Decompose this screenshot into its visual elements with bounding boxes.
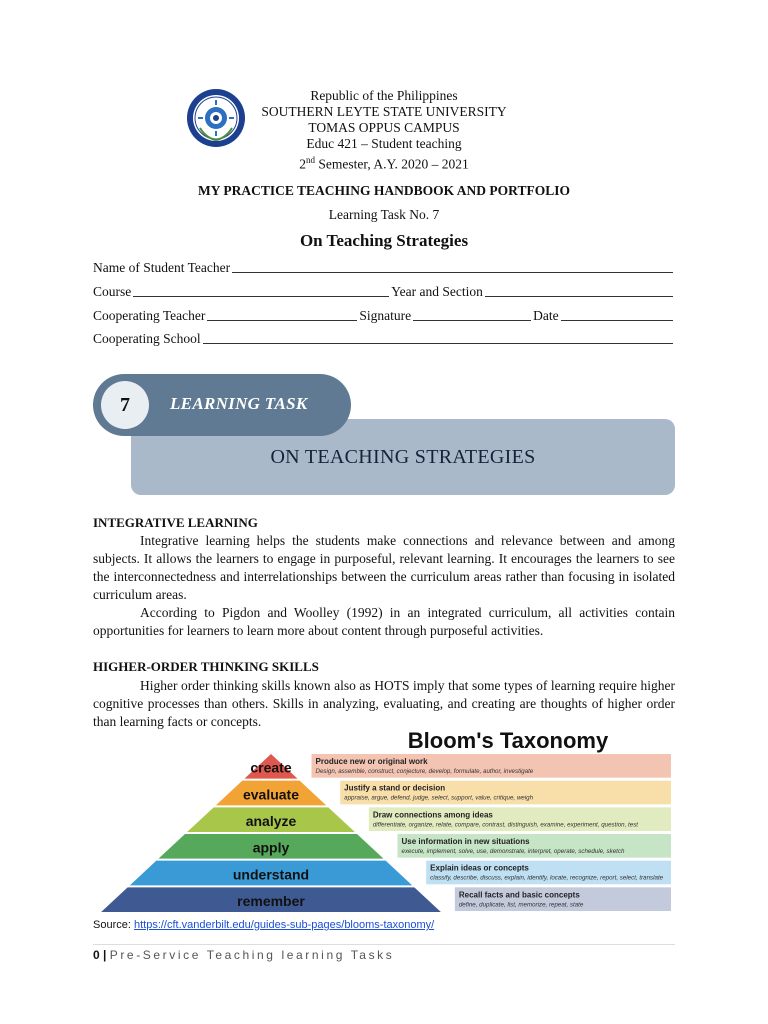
banner-subtitle: ON TEACHING STRATEGIES <box>270 446 536 468</box>
bloom-title: Bloom's Taxonomy <box>407 728 609 753</box>
integrative-heading: INTEGRATIVE LEARNING <box>93 515 258 530</box>
cooperating-school-field: Cooperating School <box>93 331 675 347</box>
course-line: Educ 421 – Student teaching <box>306 136 462 151</box>
source-link[interactable]: https://cft.vanderbilt.edu/guides-sub-pages/blooms-taxonomy/ <box>133 919 435 931</box>
cooperating-teacher-field: Cooperating Teacher Signature Date <box>93 308 675 324</box>
integrative-body <box>93 532 675 640</box>
pyramid-label-analyze: analyze <box>245 813 297 829</box>
pyramid-label-remember: remember <box>237 893 305 909</box>
hots-heading: HIGHER-ORDER THINKING SKILLS <box>93 659 319 674</box>
description-verbs-create: Design, assemble, construct, conjecture, develop, formulate, author, investigate <box>315 768 534 775</box>
integrative-paragraph-2: According to Pigdon and Woolley (1992) in an integrated curriculum, all activities contain opportunities for learners to learn more about content through purposeful activities. <box>93 605 675 638</box>
course-year-field: Course Year and Section <box>93 284 675 300</box>
university-name: SOUTHERN LEYTE STATE UNIVERSITY <box>261 104 507 119</box>
description-verbs-evaluate: appraise, argue, defend, judge, select, support, value, critique, weigh <box>344 794 534 802</box>
footer-text: Pre-Service Teaching learning Tasks <box>109 948 395 962</box>
description-verbs-remember: define, duplicate, list, memorize, repeat, state <box>458 901 584 909</box>
description-verbs-analyze: differentiate, organize, relate, compare, contrast, distinguish, examine, experiment, question, test <box>372 821 639 829</box>
page-footer: 0 | Pre-Service Teaching learning Tasks <box>93 948 395 962</box>
student-teacher-field: Name of Student Teacher <box>93 260 675 276</box>
hots-paragraph-1: Higher order thinking skills known also as HOTS imply that some types of learning require higher cognitive processes than others. Skills in analyzing, evaluating, and creating are thoughts of higher order than learning facts or concepts. <box>93 678 675 729</box>
republic-line: Republic of the Philippines <box>310 88 458 103</box>
description-heading-understand: Explain ideas or concepts <box>430 863 529 873</box>
task-topic: On Teaching Strategies <box>299 231 469 250</box>
footer-divider <box>93 944 675 945</box>
pyramid-label-apply: apply <box>252 839 290 856</box>
learning-task-label: LEARNING TASK <box>170 394 308 413</box>
page-number: 0 <box>93 948 100 962</box>
semester-line: 2nd Semester, A.Y. 2020 – 2021 <box>299 155 469 172</box>
description-verbs-apply: execute, implement, solve, use, demonstrate, interpret, operate, schedule, sketch <box>401 848 625 855</box>
description-heading-create: Produce new or original work <box>315 757 428 766</box>
pyramid-label-understand: understand <box>232 866 310 883</box>
description-verbs-understand: classify, describe, discuss, explain, identify, locate, recognize, report, select, translate <box>430 874 664 882</box>
task-number-badge: 7 <box>101 381 149 429</box>
source-label: Source: <box>93 919 134 931</box>
description-heading-apply: Use information in new situations <box>401 837 530 846</box>
task-number: Learning Task No. 7 <box>328 207 440 222</box>
campus-name: TOMAS OPPUS CAMPUS <box>308 120 460 135</box>
hots-body <box>93 677 675 731</box>
source-citation <box>93 919 434 931</box>
description-heading-analyze: Draw connections among ideas <box>372 810 493 820</box>
pyramid-label-evaluate: evaluate <box>242 786 300 803</box>
description-heading-evaluate: Justify a stand or decision <box>344 783 446 793</box>
pyramid-label-create: create <box>250 759 292 776</box>
description-heading-remember: Recall facts and basic concepts <box>458 890 580 900</box>
integrative-paragraph-1: Integrative learning helps the students make connections and relevance between and among subjects. It allows the learners to engage in purposeful, relevant learning. It encourages the learners to see the interconnectedness and interrelationships between the curriculum areas rather than focusing in isolated curriculum areas. <box>93 533 675 602</box>
handbook-title: MY PRACTICE TEACHING HANDBOOK AND PORTFOLIO <box>198 183 570 198</box>
blooms-taxonomy-figure <box>93 724 675 916</box>
